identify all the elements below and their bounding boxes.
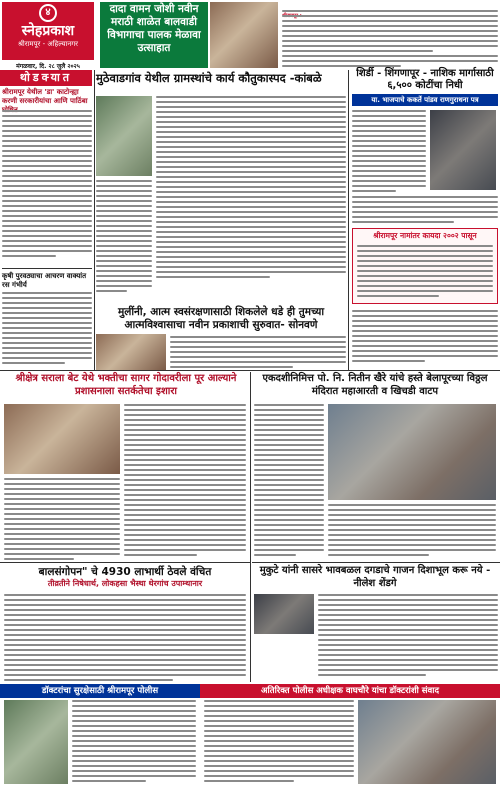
mukut-headline[interactable]: मुकुटे यांनी सासरे भावबळल दगडाचे गाजन दिशाभूल करू नये - नीलेश शेंडगे bbox=[259, 565, 491, 589]
sarala-bet-photo bbox=[4, 404, 120, 474]
right-column-body bbox=[352, 310, 498, 365]
selfdefense-body bbox=[170, 336, 346, 371]
mukut-rule bbox=[252, 562, 500, 563]
top-headline[interactable]: दादा वामन जोशी नवीन मराठी शाळेत बालवाडी विभागाचा पालक मेळावा उत्साहात bbox=[100, 2, 208, 68]
left-story2-body bbox=[2, 292, 92, 367]
right-column-rule bbox=[348, 70, 349, 370]
mukut-photo bbox=[254, 594, 314, 634]
sarala-bet-body-right bbox=[124, 404, 246, 559]
edition-number: ४ bbox=[39, 4, 57, 22]
balsangopan-block bbox=[2, 566, 248, 590]
balsangopan-body bbox=[4, 594, 246, 684]
footer-left-headline[interactable]: डॉक्टरांचा सुरक्षेसाठी श्रीरामपूर पोलीस bbox=[0, 684, 200, 698]
left-story2-headline[interactable]: कृषी पुरवठ्याचा आचरण वाक्यांत रस गंभीर्य bbox=[2, 272, 87, 289]
middle-story-body bbox=[156, 96, 346, 281]
masthead-logo bbox=[2, 2, 94, 60]
sarala-bet-body-left bbox=[4, 478, 120, 563]
mukut-body bbox=[318, 594, 498, 679]
footer-right-headline[interactable]: अतिरिक्त पोलीस अधीक्षक वाघचौरे यांचा डॉक्टरांशी संवाद bbox=[200, 684, 500, 698]
shirdi-byline: या. भाजपाचे ककर्ते पांडव राणगुराधना पत्र bbox=[352, 94, 498, 106]
top-story-text bbox=[282, 2, 498, 68]
shirdi-headline[interactable]: शिर्डी - शिंगणापूर - नाशिक मार्गासाठी ६,५०० कोटींचा निधी bbox=[356, 68, 494, 91]
middle-story-photo bbox=[96, 96, 152, 176]
center-vertical-rule bbox=[250, 372, 251, 682]
footer-left-photo bbox=[4, 700, 68, 784]
left-column-rule bbox=[94, 70, 95, 370]
belapur-temple-photo bbox=[328, 404, 496, 500]
left-story1-body bbox=[2, 110, 92, 260]
footer-left-body bbox=[72, 700, 196, 785]
belapur-body-bottom bbox=[328, 504, 496, 559]
date-line: मंगळवार, दि. २८ जुलै २०२५ bbox=[16, 63, 80, 70]
paper-name: स्नेहप्रकाश bbox=[21, 23, 75, 39]
thodkyaat-label: थोडक्यात bbox=[0, 70, 92, 86]
namantar-sidebar bbox=[352, 228, 498, 304]
belapur-body-left bbox=[254, 404, 324, 559]
footer-right-photo bbox=[358, 700, 496, 784]
top-story-body bbox=[282, 10, 498, 70]
shirdi-portrait-photo bbox=[430, 110, 496, 190]
sarala-bet-headline[interactable]: श्रीक्षेत्र सराला बेट येथे भक्तीचा सागर गोदावरीला पूर आल्याने प्रशासनाला सतर्कतेचा इशारा bbox=[15, 373, 237, 397]
balsangopan-rule bbox=[0, 562, 250, 563]
left-divider bbox=[2, 268, 92, 269]
left-story1-headline[interactable]: श्रीरामपूर येथील 'डा' काटोन्ह्या करणी सरकारीयांचा आणि पाठिंबा bbox=[2, 88, 88, 105]
top-story-photo bbox=[210, 2, 278, 68]
footer-right-body bbox=[204, 700, 354, 785]
middle-story-body-left bbox=[96, 180, 152, 295]
band2-top-rule bbox=[0, 370, 500, 371]
balsangopan-headline[interactable]: बालसंगोपन" चे 4930 लाभार्थी ठेवले वंचित bbox=[38, 566, 212, 578]
paper-subtitle: श्रीरामपूर - अहिल्यानगर bbox=[17, 40, 79, 48]
girls-selfdefense-headline[interactable]: मुलींनी, आत्म स्वसंरक्षणासाठी शिकलेले धडे ही तुमच्या आत्मविश्वासाचा नवीन प्रकाशाची सुरुवात- सोनवणे bbox=[117, 306, 325, 331]
namantar-sidebar-body bbox=[357, 245, 493, 300]
namantar-sidebar-heading: श्रीरामपूर नामांतर कायदा २००२ पासून bbox=[373, 231, 477, 240]
selfdefense-photo bbox=[96, 334, 166, 370]
belapur-vitthal-headline[interactable]: एकदशीनिमित्त पो. नि. नितीन खैरे यांचे हस्ते बेलापूरच्या विठ्ठल मंदिरात महाआरती व खिचडी वाटप bbox=[262, 373, 488, 397]
shirdi-body-bottom bbox=[352, 196, 498, 226]
balsangopan-subheadline: तीव्रतीने निषेधार्थ, लोकहसा भैस्था थेरगांच उपाम्थानार bbox=[47, 579, 203, 588]
shirdi-body-left bbox=[352, 110, 426, 195]
main-headline[interactable]: मुठेवाडगांव येथील ग्रामस्थांचे कार्य कौतुकास्पद -कांबळे bbox=[96, 71, 322, 85]
